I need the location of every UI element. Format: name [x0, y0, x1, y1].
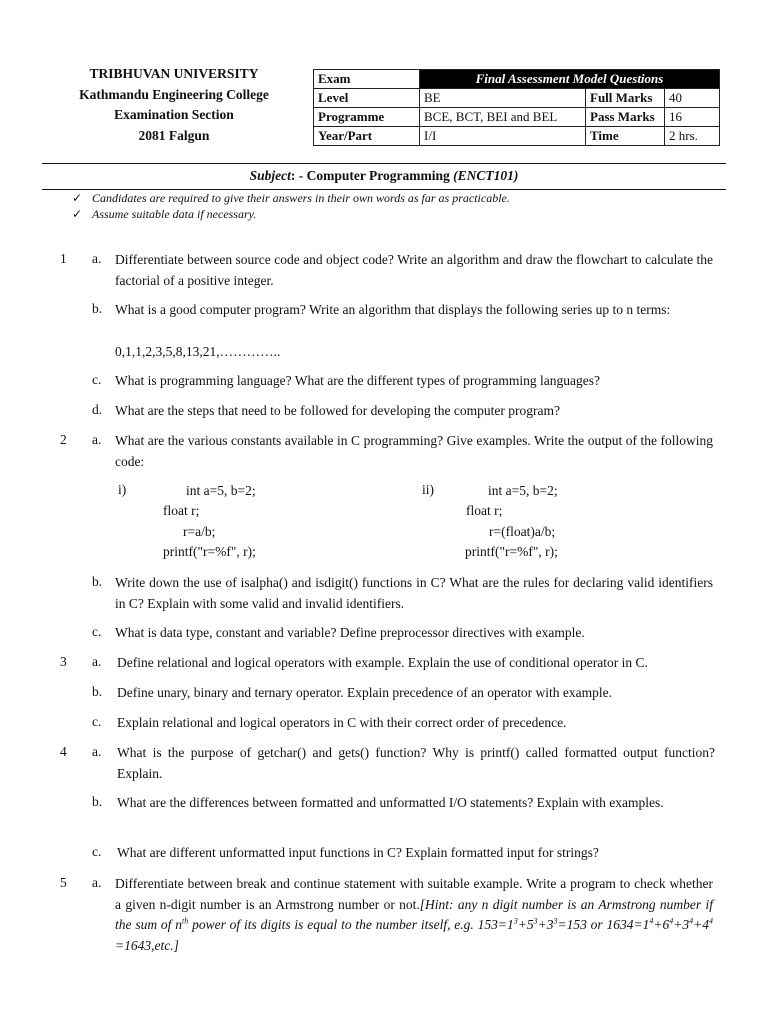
- university-name: TRIBHUVAN UNIVERSITY: [89, 66, 259, 81]
- hint-sup: 4: [649, 916, 654, 926]
- hint-text: +4: [693, 917, 709, 932]
- instruction-text: Assume suitable data if necessary.: [92, 207, 257, 221]
- question-5a-text: Differentiate between break and continue statement with suitable example. Write a program to check whether a given n-digit number is an Armstrong number or not.: [115, 876, 713, 912]
- subject-line: [0, 168, 768, 184]
- question-number: 5: [60, 875, 67, 890]
- code-line: printf("r=%f", r);: [163, 544, 256, 559]
- pass-marks-value: 16: [665, 108, 720, 127]
- instruction-text: Candidates are required to give their answers in their own words as far as practicable.: [92, 191, 510, 205]
- hint-sup: 3: [513, 916, 518, 926]
- divider-top: [42, 163, 726, 164]
- subject-code: (ENCT101): [453, 168, 519, 183]
- question-number: 4: [60, 744, 67, 759]
- subquestion-label: d.: [92, 402, 103, 417]
- hint-text: +6: [653, 917, 670, 932]
- hint-sup: 4: [669, 916, 674, 926]
- hint-sup: 4: [709, 916, 713, 926]
- subquestion-label: b.: [92, 301, 103, 316]
- hint-sup: 4: [689, 916, 694, 926]
- exam-label: Exam: [314, 70, 420, 89]
- question-4b: What are the differences between formatted and unformatted I/O statements? Explain with examples.: [117, 795, 664, 810]
- subject-sep: : -: [290, 168, 307, 183]
- subquestion-label: c.: [92, 844, 102, 859]
- hint-text: +5: [517, 917, 534, 932]
- level-value: BE: [420, 89, 586, 108]
- subquestion-label: a.: [92, 251, 102, 266]
- code-line: int a=5, b=2;: [186, 483, 256, 498]
- section-name: Examination Section: [114, 107, 234, 122]
- hint-text: [Hint: any n digit number is an Armstrong number if the sum of n: [115, 896, 713, 932]
- question-2c: What is data type, constant and variable? Define preprocessor directives with example.: [115, 625, 585, 640]
- full-marks-value: 40: [665, 89, 720, 108]
- year-value: I/I: [420, 127, 586, 146]
- hint-text: =1643,etc.]: [115, 937, 179, 953]
- question-3a: Define relational and logical operators with example. Explain the use of conditional operator in C.: [117, 655, 648, 670]
- time-label: Time: [586, 127, 665, 146]
- subquestion-label: a.: [92, 432, 102, 447]
- institution-header: [60, 64, 288, 146]
- year-label: Year/Part: [314, 127, 420, 146]
- question-1a: Differentiate between source code and object code? Write an algorithm and draw the flowchart to calculate the factorial of a positive integer.: [115, 252, 713, 288]
- code-line: float r;: [163, 503, 200, 518]
- hint-text: power of its digits is equal to the number itself, e.g. 153=1: [188, 917, 514, 932]
- subquestion-label: b.: [92, 574, 103, 589]
- subquestion-label: a.: [92, 654, 102, 669]
- subquestion-label: b.: [92, 684, 103, 699]
- question-1b: What is a good computer program? Write an algorithm that displays the following series up to n terms:: [115, 302, 671, 317]
- question-4a: What is the purpose of getchar() and gets() function? Why is printf() called formatted output function? Explain.: [117, 745, 715, 781]
- subquestion-label: b.: [92, 794, 103, 809]
- hint-text: +3: [537, 917, 554, 932]
- hint-sup: 3: [553, 916, 558, 926]
- question-3c: Explain relational and logical operators in C with their correct order of precedence.: [117, 715, 567, 730]
- code-line: r=a/b;: [183, 524, 216, 539]
- question-5a: [115, 874, 713, 956]
- code-line: int a=5, b=2;: [488, 483, 558, 498]
- full-marks-label: Full Marks: [586, 89, 665, 108]
- table-row: [314, 70, 720, 89]
- check-icon: ✓: [72, 191, 83, 205]
- question-number: 2: [60, 432, 67, 447]
- programme-label: Programme: [314, 108, 420, 127]
- hint-text: =153 or 1634=1: [557, 917, 650, 932]
- instruction-2: [72, 207, 256, 222]
- time-value: 2 hrs.: [665, 127, 720, 146]
- subject-name: Computer Programming: [306, 168, 454, 183]
- question-2a: What are the various constants available in C programming? Give examples. Write the output of the following code:: [115, 433, 713, 469]
- college-name: Kathmandu Engineering College: [79, 86, 269, 102]
- hint-text: +3: [673, 917, 690, 932]
- code-line: printf("r=%f", r);: [465, 544, 558, 559]
- divider-bottom: [42, 189, 726, 190]
- subquestion-label: a.: [92, 744, 102, 759]
- code-i-label: i): [118, 482, 127, 497]
- subquestion-label: c.: [92, 624, 102, 639]
- table-row: [314, 127, 720, 146]
- question-2b: Write down the use of isalpha() and isdigit() functions in C? What are the rules for declaring valid identifiers in C? Explain with some valid and invalid identifiers.: [115, 575, 713, 611]
- instruction-1: [72, 191, 510, 206]
- question-4c: What are different unformatted input functions in C? Explain formatted input for strings?: [117, 845, 599, 860]
- question-3b: Define unary, binary and ternary operator. Explain precedence of an operator with example.: [117, 685, 613, 700]
- table-row: [314, 89, 720, 108]
- question-1c: What is programming language? What are the different types of programming languages?: [115, 373, 600, 388]
- hint-sup: th: [182, 916, 189, 926]
- question-number: 3: [60, 654, 67, 669]
- programme-value: BCE, BCT, BEI and BEL: [420, 108, 586, 127]
- fibonacci-series: 0,1,1,2,3,5,8,13,21,…………..: [115, 344, 281, 359]
- exam-value: Final Assessment Model Questions: [420, 70, 720, 89]
- pass-marks-label: Pass Marks: [586, 108, 665, 127]
- question-number: 1: [60, 251, 67, 266]
- subquestion-label: c.: [92, 714, 102, 729]
- exam-date: 2081 Falgun: [138, 127, 210, 143]
- exam-info-table: [313, 69, 720, 146]
- check-icon: ✓: [72, 207, 83, 221]
- subject-label: Subject: [249, 168, 291, 183]
- code-ii-label: ii): [422, 482, 434, 497]
- subquestion-label: c.: [92, 372, 102, 387]
- subquestion-label: a.: [92, 875, 102, 890]
- hint-sup: 3: [533, 916, 538, 926]
- table-row: [314, 108, 720, 127]
- level-label: Level: [314, 89, 420, 108]
- code-line: r=(float)a/b;: [489, 524, 556, 539]
- code-line: float r;: [466, 503, 503, 518]
- question-1d: What are the steps that need to be followed for developing the computer program?: [115, 403, 560, 418]
